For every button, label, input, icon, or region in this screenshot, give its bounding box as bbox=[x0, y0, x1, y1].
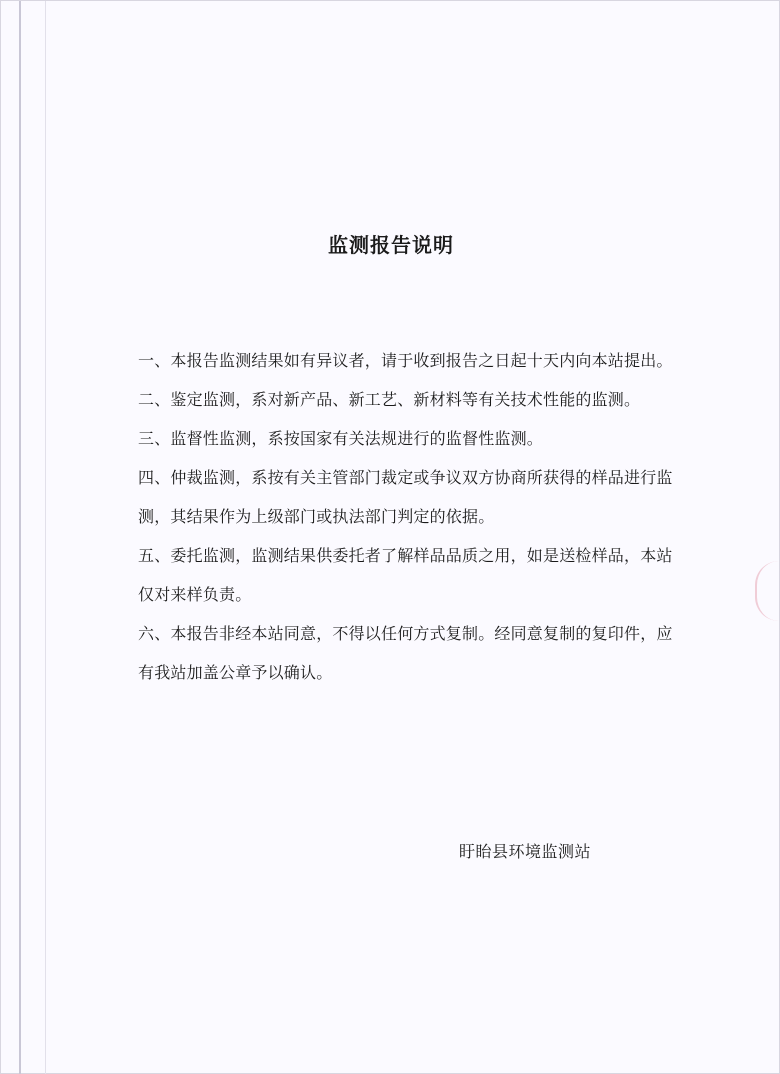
paragraph-2: 二、鉴定监测，系对新产品、新工艺、新材料等有关技术性能的监测。 bbox=[138, 390, 641, 409]
document-title: 监测报告说明 bbox=[328, 233, 454, 257]
paragraph-3: 三、监督性监测，系按国家有关法规进行的监督性监测。 bbox=[138, 429, 544, 448]
page-edge-shadow bbox=[19, 1, 21, 1074]
paragraph-6: 六、本报告非经本站同意，不得以任何方式复制。经同意复制的复印件，应有我站加盖公章予以确认。 bbox=[138, 624, 673, 682]
seal-fragment bbox=[755, 561, 779, 621]
page-edge-line bbox=[45, 1, 46, 1074]
paragraph-4: 四、仲裁监测，系按有关主管部门裁定或争议双方协商所获得的样品进行监测，其结果作为上级部门或执法部门判定的依据。 bbox=[138, 468, 673, 526]
document-body bbox=[138, 341, 678, 692]
signature-organization: 盱眙县环境监测站 bbox=[459, 842, 592, 861]
paragraph-5: 五、委托监测，监测结果供委托者了解样品品质之用，如是送检样品，本站仅对来样负责。 bbox=[138, 546, 673, 604]
paragraph-1: 一、本报告监测结果如有异议者，请于收到报告之日起十天内向本站提出。 bbox=[138, 351, 673, 370]
